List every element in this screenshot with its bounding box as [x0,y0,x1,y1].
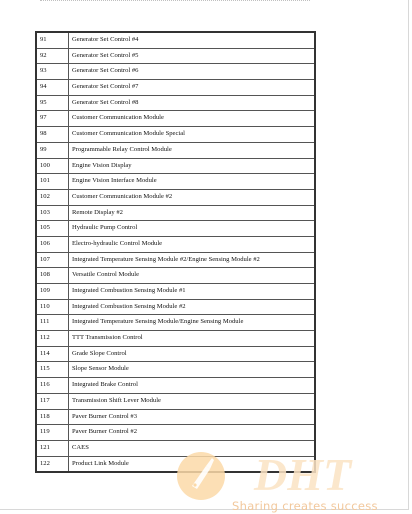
module-name-cell: Transmission Shift Lever Module [69,393,316,409]
page-top-edge [40,0,310,4]
table-row [36,315,315,331]
module-number-cell: 114 [36,346,69,362]
module-number-cell: 92 [36,48,69,64]
table-row [36,158,315,174]
module-number-cell: 97 [36,111,69,127]
table-row [36,127,315,143]
module-name-cell: Generator Set Control #7 [69,80,316,96]
module-name-cell: Generator Set Control #8 [69,95,316,111]
module-number-cell: 101 [36,174,69,190]
table-row [36,32,315,48]
table-row [36,409,315,425]
module-name-cell: Electro-hydraulic Control Module [69,236,316,252]
module-number-cell: 107 [36,252,69,268]
module-name-cell: Customer Communication Module #2 [69,189,316,205]
table-row [36,456,315,472]
module-number-cell: 100 [36,158,69,174]
module-name-cell: Hydraulic Pump Control [69,221,316,237]
module-number-cell: 110 [36,299,69,315]
module-name-cell: TTT Transmission Control [69,331,316,347]
watermark-logo-text: DHT [254,449,352,500]
module-name-cell: Integrated Combustion Sensing Module #1 [69,284,316,300]
module-number-cell: 94 [36,80,69,96]
table-row [36,48,315,64]
module-number-cell: 121 [36,440,69,456]
module-number-cell: 117 [36,393,69,409]
module-number-cell: 116 [36,378,69,394]
module-number-cell: 99 [36,142,69,158]
module-number-cell: 111 [36,315,69,331]
module-name-cell: Engine Vision Interface Module [69,174,316,190]
module-name-cell: Integrated Combustion Sensing Module #2 [69,299,316,315]
module-name-cell: Integrated Temperature Sensing Module/Engine Sensing Module [69,315,316,331]
module-number-cell: 95 [36,95,69,111]
module-name-cell: Programmable Relay Control Module [69,142,316,158]
table-row [36,362,315,378]
table-row [36,440,315,456]
table-row [36,95,315,111]
table-row [36,393,315,409]
module-name-cell: Customer Communication Module [69,111,316,127]
module-name-cell: Integrated Temperature Sensing Module #2/Engine Sensing Module #2 [69,252,316,268]
table-row [36,80,315,96]
module-name-cell: Integrated Brake Control [69,378,316,394]
table-row [36,64,315,80]
module-name-cell: Product Link Module [69,456,316,472]
module-number-cell: 109 [36,284,69,300]
module-name-cell: Slope Sensor Module [69,362,316,378]
module-number-cell: 106 [36,236,69,252]
module-number-cell: 91 [36,32,69,48]
module-number-cell: 115 [36,362,69,378]
module-name-cell: Generator Set Control #6 [69,64,316,80]
module-number-cell: 93 [36,64,69,80]
module-name-cell: Versatile Control Module [69,268,316,284]
module-name-cell: Customer Communication Module Special [69,127,316,143]
module-name-cell: Generator Set Control #5 [69,48,316,64]
table-row [36,268,315,284]
module-number-cell: 103 [36,205,69,221]
table-row [36,346,315,362]
module-name-cell: Grade Slope Control [69,346,316,362]
module-number-cell: 102 [36,189,69,205]
table-row [36,331,315,347]
table-row [36,111,315,127]
table-row [36,236,315,252]
module-name-cell: CAES [69,440,316,456]
module-number-cell: 108 [36,268,69,284]
table-row [36,252,315,268]
table-row [36,142,315,158]
module-number-cell: 105 [36,221,69,237]
module-name-cell: Paver Burner Control #3 [69,409,316,425]
table-row [36,205,315,221]
module-number-cell: 112 [36,331,69,347]
table-body [36,32,315,472]
module-name-cell: Engine Vision Display [69,158,316,174]
module-name-cell: Generator Set Control #4 [69,32,316,48]
module-number-cell: 98 [36,127,69,143]
table-row [36,174,315,190]
module-name-cell: Paver Burner Control #2 [69,425,316,441]
module-id-table [35,31,316,473]
watermark-tagline: Sharing creates success [232,499,378,513]
table-row [36,189,315,205]
table-row [36,221,315,237]
module-name-cell: Remote Display #2 [69,205,316,221]
module-number-cell: 119 [36,425,69,441]
table-row [36,284,315,300]
table-row [36,378,315,394]
module-number-cell: 122 [36,456,69,472]
table-row [36,425,315,441]
table-row [36,299,315,315]
module-number-cell: 118 [36,409,69,425]
